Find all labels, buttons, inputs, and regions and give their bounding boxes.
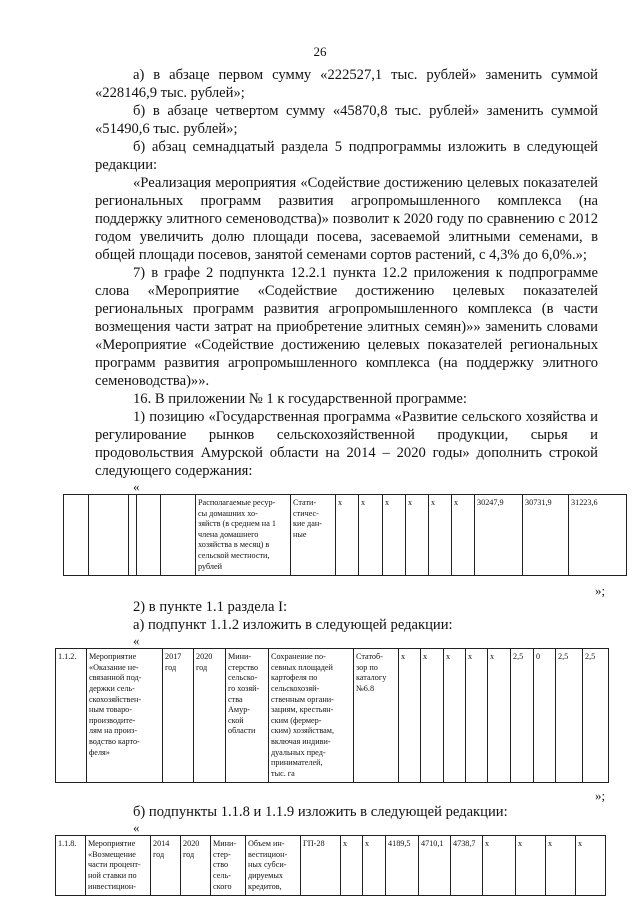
table-cell: х [488, 649, 511, 783]
table-cell: 0 [534, 649, 556, 783]
table-cell [137, 495, 161, 576]
table-cell: 2017 год [163, 649, 194, 783]
close-quote: »; [595, 583, 606, 599]
table-cell [89, 495, 129, 576]
table-cell: х [483, 836, 516, 896]
table-cell: 4710,1 [419, 836, 451, 896]
table-cell: 1.1.2. [56, 649, 87, 783]
table-cell: х [576, 836, 606, 896]
table-cell [64, 495, 89, 576]
table-cell: 30731,9 [523, 495, 569, 576]
table-cell: Мероприятие «Оказание не- связанной под- держки сель- скохозяйствен- ным товаро- производите- лям на произ- водство карто- феля» [87, 649, 163, 783]
table-row [64, 495, 627, 576]
table-cell: Располагаемые ресур- сы домашних хо- зяйств (в среднем на 1 члена домашнего хозяйства в месяц) в сельской местности, рублей [196, 495, 291, 576]
table-cell: х [359, 495, 383, 576]
open-quote: « [133, 820, 140, 836]
table-cell: х [546, 836, 576, 896]
table-household-resources [63, 494, 627, 576]
table-cell: 2020 год [194, 649, 226, 783]
table-cell: х [383, 495, 406, 576]
table-cell: Статоб- зор по каталогу №6.8 [354, 649, 399, 783]
table-cell: х [336, 495, 359, 576]
paragraph-a-subitem-112: а) подпункт 1.1.2 изложить в следующей редакции: [133, 617, 453, 634]
table-cell: х [421, 649, 444, 783]
paragraph-16-appendix: 16. В приложении № 1 к государственной программе: [133, 391, 467, 407]
table-row [56, 649, 609, 783]
table-cell: 2014 год [151, 836, 181, 896]
paragraph-quote-realization: «Реализация мероприятия «Содействие достижению целевых показателей региональных программ развития агропромышленного комплекса (на поддержку элитного семеноводства)» позволит к 2020 году по сравнению с 2012 годом увеличить долю площади посева, засеваемой элитными семенами, в общей площади посевов, занятой семенами сортов растений, с 4,3% до 6,0%.»; [95, 175, 598, 263]
table-cell: Мини- стерство сельско- го хозяй- ства Амур- ской области [226, 649, 269, 783]
table-subitem-118 [55, 835, 606, 896]
table-cell: х [466, 649, 488, 783]
table-cell: х [399, 649, 421, 783]
table-subitem-112 [55, 648, 609, 783]
table-cell [161, 495, 196, 576]
table-cell: 4189,5 [386, 836, 419, 896]
table-cell: ГП-28 [301, 836, 341, 896]
table-cell: Мини- стер- ство сель- ского [211, 836, 246, 896]
table-cell: х [429, 495, 452, 576]
table-cell: х [363, 836, 386, 896]
page-number: 26 [313, 44, 327, 59]
paragraph-a-sum-first: а) в абзаце первом сумму «222527,1 тыс. рублей» заменить суммой «228146,9 тыс. рублей»; [95, 67, 598, 101]
table-cell: 2,5 [511, 649, 534, 783]
paragraph-1-position: 1) позицию «Государственная программа «Развитие сельского хозяйства и регулирование рынков сельскохозяйственной продукции, сырья и продовольствия Амурской области на 2014 – 2020 годы» дополнить строкой следующего содержания: [95, 409, 598, 479]
table-cell: х [452, 495, 475, 576]
table-cell [129, 495, 137, 576]
table-cell: х [341, 836, 363, 896]
table-cell: 30247,9 [475, 495, 523, 576]
table-cell: х [516, 836, 546, 896]
paragraph-7-column-2: 7) в графе 2 подпункта 12.2.1 пункта 12.2 приложения к подпрограмме слова «Мероприятие «Содействие достижению целевых показателей региональных программ развития агропромышленного комплекса (в части возмещения части затрат на приобретение элитных семян)»» заменить словами «Мероприятие «Содействие достижению целевых показателей региональных программ развития агропромышленного комплекса (на поддержку элитного семеноводства)»». [95, 265, 598, 389]
close-quote: »; [595, 788, 606, 804]
paragraph-b-sum-fourth: б) в абзаце четвертом сумму «45870,8 тыс. рублей» заменить суммой «51490,6 тыс. рублей»; [95, 103, 598, 137]
table-cell: Мероприятие «Возмещение части процент- ной ставки по инвестицион- [86, 836, 151, 896]
table-cell: х [406, 495, 429, 576]
table-cell: 1.1.8. [56, 836, 86, 896]
table-cell: Сохранение по- севных площадей картофеля по сельскохозяй- ственным органи- зациям, крестьян- ским (фермер- ским) хозяйствам, включая индиви- дуальных пред- принимателей, тыс. га [269, 649, 354, 783]
table-cell: 4738,7 [451, 836, 483, 896]
table-cell: 2,5 [556, 649, 583, 783]
table-cell: 2020 год [181, 836, 211, 896]
table-cell: Объем ин- вестицион- ных субси- дируемых кредитов, [246, 836, 301, 896]
table-cell: х [444, 649, 466, 783]
table-cell: 2,5 [583, 649, 609, 783]
paragraph-2-section-1: 2) в пункте 1.1 раздела I: [133, 599, 288, 616]
table-cell: 31223,6 [569, 495, 627, 576]
table-cell: Стати- стичес- кие дан- ные [291, 495, 336, 576]
open-quote: « [133, 633, 140, 649]
paragraph-b-seventeenth: б) абзац семнадцатый раздела 5 подпрограммы изложить в следующей редакции: [95, 139, 598, 173]
paragraph-b-subitems-118-119: б) подпункты 1.1.8 и 1.1.9 изложить в следующей редакции: [133, 804, 508, 821]
table-row [56, 836, 606, 896]
open-quote: « [133, 479, 140, 494]
